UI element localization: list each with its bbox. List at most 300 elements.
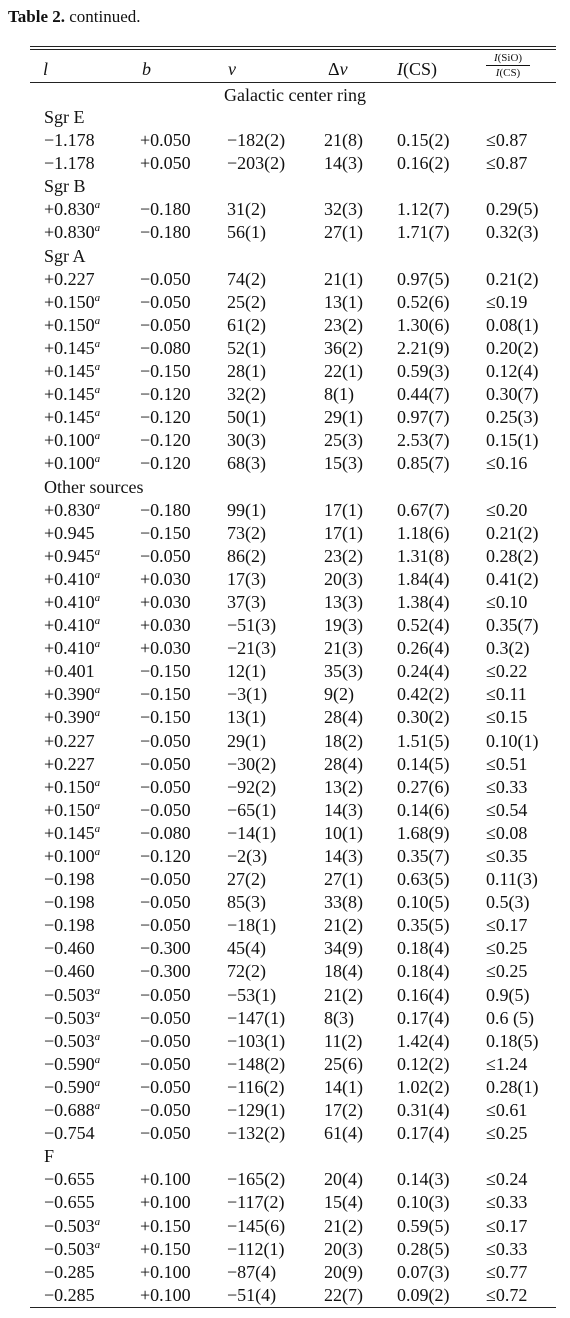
cell-b: [140, 799, 191, 822]
header-v: v: [228, 59, 236, 79]
cell-ratio-text: 0.11(3): [486, 869, 538, 890]
cell-ratio-text: 0.6 (5): [486, 1007, 534, 1028]
cell-v: [227, 198, 266, 221]
cell-l-text: +0.145: [44, 384, 95, 405]
cell-ratio: [486, 1191, 527, 1214]
cell-ratio-text: ≤0.08: [486, 822, 528, 843]
cell-intensity-cs: [397, 1030, 450, 1053]
table-row: [0, 545, 570, 568]
cell-l: [44, 1215, 100, 1238]
ratio-den-var: I: [495, 67, 500, 79]
group-label-row: [0, 106, 570, 129]
cell-delta-v: [324, 868, 363, 891]
table-row: [0, 1099, 570, 1122]
cell-delta-v-text: 15(4): [324, 1192, 363, 1213]
cell-b-text: +0.030: [140, 591, 191, 612]
cell-v: [227, 452, 266, 475]
cell-ratio: [486, 1215, 527, 1238]
table-row: [0, 614, 570, 637]
cell-delta-v-text: 21(2): [324, 1215, 363, 1236]
cell-intensity-cs-text: 0.17(4): [397, 1007, 450, 1028]
cell-l: [44, 1053, 100, 1076]
cell-ratio-text: 0.21(2): [486, 268, 539, 289]
cell-l: [44, 1007, 100, 1030]
cell-b-text: −0.050: [140, 291, 191, 312]
cell-intensity-cs: [397, 937, 450, 960]
cell-v-text: 30(3): [227, 430, 266, 451]
cell-ratio-text: ≤0.19: [486, 291, 528, 312]
cell-ratio: [486, 452, 527, 475]
cell-b: [140, 429, 191, 452]
cell-l: [44, 637, 100, 660]
cell-delta-v: [324, 1099, 363, 1122]
cell-l-text: −0.460: [44, 961, 95, 982]
cell-intensity-cs-text: 2.21(9): [397, 337, 450, 358]
cell-b-text: −0.120: [140, 407, 191, 428]
cell-delta-v-text: 28(4): [324, 707, 363, 728]
cell-v-text: 72(2): [227, 961, 266, 982]
cell-b: [140, 499, 191, 522]
cell-delta-v-text: 14(3): [324, 153, 363, 174]
cell-ratio: [486, 360, 539, 383]
table-row: [0, 429, 570, 452]
cell-l-text: +0.830: [44, 499, 95, 520]
cell-ratio: [486, 129, 527, 152]
cell-b: [140, 383, 191, 406]
cell-delta-v: [324, 960, 363, 983]
cell-l-text: −0.285: [44, 1261, 95, 1282]
header-rule: [30, 82, 556, 83]
cell-ratio: [486, 637, 530, 660]
cell-intensity-cs: [397, 1168, 450, 1191]
cell-l: [44, 268, 95, 291]
cell-v: [227, 776, 276, 799]
cell-v: [227, 360, 266, 383]
cell-b-text: +0.030: [140, 615, 191, 636]
cell-v-text: −112(1): [227, 1238, 285, 1259]
cell-ratio: [486, 1122, 527, 1145]
bottom-rule: [30, 1307, 556, 1308]
cell-b: [140, 1007, 191, 1030]
cell-b-text: +0.050: [140, 153, 191, 174]
cell-b-text: −0.150: [140, 522, 191, 543]
cell-v: [227, 291, 266, 314]
cell-v-text: 74(2): [227, 268, 266, 289]
cell-ratio-text: ≤0.72: [486, 1284, 528, 1305]
cell-l: [44, 198, 100, 221]
cell-b-text: −0.050: [140, 545, 191, 566]
cell-delta-v-text: 21(3): [324, 638, 363, 659]
cell-intensity-cs: [397, 429, 450, 452]
cell-intensity-cs: [397, 868, 450, 891]
ratio-num-unit: (SiO): [497, 52, 523, 64]
cell-b: [140, 660, 191, 683]
caption-text: continued.: [65, 7, 141, 26]
table-row: [0, 406, 570, 429]
cell-ratio: [486, 1238, 527, 1261]
cell-intensity-cs-text: 0.52(6): [397, 291, 450, 312]
cell-b: [140, 545, 191, 568]
cell-l-text: −0.503: [44, 1215, 95, 1236]
group-label-row: [0, 476, 570, 499]
table-row: [0, 152, 570, 175]
cell-intensity-cs-text: 1.38(4): [397, 591, 450, 612]
cell-l-text: −0.503: [44, 1007, 95, 1028]
cell-ratio: [486, 660, 527, 683]
cell-b-text: −0.050: [140, 1030, 191, 1051]
cell-delta-v: [324, 799, 363, 822]
cell-intensity-cs: [397, 522, 450, 545]
cell-delta-v: [324, 1076, 363, 1099]
cell-l: [44, 1168, 95, 1191]
cell-ratio: [486, 776, 527, 799]
top-rule: [30, 46, 556, 47]
footnote-marker: a: [94, 314, 101, 327]
cell-delta-v-text: 36(2): [324, 337, 363, 358]
cell-b-text: −0.050: [140, 268, 191, 289]
cell-delta-v: [324, 637, 363, 660]
cell-l: [44, 383, 100, 406]
footnote-marker: a: [94, 407, 101, 420]
ratio-num-var: I: [493, 52, 498, 64]
cell-delta-v-text: 13(3): [324, 591, 363, 612]
footnote-marker: a: [94, 1007, 101, 1020]
cell-l: [44, 152, 95, 175]
cell-v: [227, 614, 276, 637]
table-row: [0, 1030, 570, 1053]
cell-b-text: −0.150: [140, 361, 191, 382]
cell-delta-v-text: 21(2): [324, 915, 363, 936]
cell-l: [44, 776, 100, 799]
footnote-marker: a: [94, 846, 101, 858]
cell-b-text: −0.050: [140, 1123, 191, 1144]
cell-b: [140, 1099, 191, 1122]
cell-delta-v: [324, 591, 363, 614]
cell-delta-v: [324, 914, 363, 937]
cell-l-text: −0.655: [44, 1192, 95, 1213]
cell-v-text: 50(1): [227, 407, 266, 428]
cell-v-text: 28(1): [227, 361, 266, 382]
cell-ratio: [486, 1261, 527, 1284]
cell-b-text: −0.180: [140, 199, 191, 220]
cell-ratio: [486, 730, 539, 753]
cell-delta-v: [324, 683, 354, 706]
cell-intensity-cs-text: 0.10(3): [397, 1192, 450, 1213]
footnote-marker: a: [94, 799, 101, 812]
cell-l: [44, 660, 95, 683]
cell-v: [227, 591, 266, 614]
cell-v-text: 37(3): [227, 591, 266, 612]
cell-delta-v: [324, 383, 354, 406]
cell-v: [227, 268, 266, 291]
cell-v-text: −18(1): [227, 915, 277, 936]
cell-v-text: −116(2): [227, 1076, 285, 1097]
cell-b: [140, 730, 191, 753]
table-row: [0, 1261, 570, 1284]
cell-v: [227, 799, 276, 822]
footnote-marker: a: [94, 222, 101, 235]
cell-b: [140, 637, 191, 660]
cell-b: [140, 1215, 191, 1238]
cell-intensity-cs: [397, 683, 450, 706]
table-row: [0, 1168, 570, 1191]
cell-ratio-text: 0.28(1): [486, 1076, 539, 1097]
cell-intensity-cs-text: 1.02(2): [397, 1076, 450, 1097]
cell-delta-v: [324, 268, 363, 291]
group-label: F: [44, 1146, 55, 1167]
cell-l-text: −0.198: [44, 892, 95, 913]
cell-v-text: −51(3): [227, 615, 277, 636]
cell-v-text: 73(2): [227, 522, 266, 543]
cell-ratio: [486, 1030, 539, 1053]
cell-delta-v: [324, 522, 363, 545]
cell-ratio-text: 0.21(2): [486, 522, 539, 543]
cell-ratio: [486, 1168, 527, 1191]
cell-delta-v-text: 33(8): [324, 892, 363, 913]
cell-b-text: +0.100: [140, 1169, 191, 1190]
cell-intensity-cs-text: 1.31(8): [397, 545, 450, 566]
cell-l-text: −0.590: [44, 1053, 95, 1074]
table-row: [0, 268, 570, 291]
cell-intensity-cs-text: 0.27(6): [397, 776, 450, 797]
cell-delta-v-text: 22(1): [324, 361, 363, 382]
cell-v-text: −147(1): [227, 1007, 286, 1028]
cell-intensity-cs-text: 0.35(7): [397, 846, 450, 866]
cell-b: [140, 406, 191, 429]
cell-v: [227, 960, 266, 983]
cell-l-text: +0.830: [44, 199, 95, 220]
header-b: b: [142, 59, 151, 79]
group-label-row: [0, 245, 570, 268]
cell-b-text: −0.050: [140, 1100, 191, 1121]
header-ratio-numerator: [486, 52, 530, 66]
cell-ratio-text: ≤0.77: [486, 1261, 528, 1282]
cell-intensity-cs: [397, 291, 450, 314]
table-row: [0, 221, 570, 244]
cell-delta-v-text: 29(1): [324, 407, 363, 428]
cell-intensity-cs: [397, 337, 450, 360]
cell-l-text: −0.503: [44, 984, 95, 1005]
cell-b: [140, 198, 191, 221]
cell-b-text: −0.050: [140, 730, 191, 751]
cell-intensity-cs: [397, 799, 450, 822]
table-row: [0, 730, 570, 753]
cell-intensity-cs-text: 1.42(4): [397, 1030, 450, 1051]
cell-ratio-text: 0.35(7): [486, 615, 539, 636]
cell-intensity-cs-text: 0.14(5): [397, 753, 450, 774]
cell-l-text: +0.410: [44, 638, 95, 659]
cell-delta-v: [324, 730, 363, 753]
cell-delta-v: [324, 1053, 363, 1076]
cell-l: [44, 568, 100, 591]
cell-b-text: −0.050: [140, 984, 191, 1005]
cell-b: [140, 314, 191, 337]
table-caption: [8, 6, 141, 28]
cell-v: [227, 1076, 284, 1099]
table-row: [0, 591, 570, 614]
cell-v-text: −65(1): [227, 799, 277, 820]
cell-delta-v-text: 21(8): [324, 130, 363, 151]
cell-l: [44, 937, 95, 960]
cell-intensity-cs-text: 0.42(2): [397, 684, 450, 705]
cell-intensity-cs-text: 0.31(4): [397, 1100, 450, 1121]
cell-l: [44, 1191, 95, 1214]
cell-delta-v-text: 32(3): [324, 199, 363, 220]
cell-v: [227, 891, 266, 914]
cell-intensity-cs: [397, 314, 450, 337]
cell-ratio-text: ≤0.16: [486, 453, 528, 474]
cell-b-text: −0.150: [140, 661, 191, 682]
cell-ratio: [486, 314, 539, 337]
cell-b-text: −0.050: [140, 1053, 191, 1074]
cell-delta-v-text: 14(3): [324, 799, 363, 820]
cell-l: [44, 960, 95, 983]
cell-l-text: +0.150: [44, 776, 95, 797]
cell-intensity-cs-text: 1.51(5): [397, 730, 450, 751]
cell-l: [44, 452, 100, 475]
cell-l-text: −0.754: [44, 1123, 95, 1144]
cell-ratio: [486, 753, 527, 776]
cell-l: [44, 1099, 100, 1122]
cell-delta-v: [324, 152, 363, 175]
table-row: [0, 799, 570, 822]
cell-v-text: 52(1): [227, 337, 266, 358]
table-row: [0, 337, 570, 360]
cell-v: [227, 845, 267, 868]
cell-v-text: 45(4): [227, 938, 266, 959]
cell-l-text: +0.150: [44, 799, 95, 820]
footnote-marker: a: [94, 291, 101, 304]
cell-delta-v-text: 27(1): [324, 869, 363, 890]
cell-b-text: +0.100: [140, 1284, 191, 1305]
cell-intensity-cs-text: 0.18(4): [397, 938, 450, 959]
cell-l-text: +0.830: [44, 222, 95, 243]
table-row: [0, 383, 570, 406]
cell-b-text: −0.180: [140, 222, 191, 243]
cell-delta-v-text: 21(2): [324, 984, 363, 1005]
cell-v-text: 61(2): [227, 314, 266, 335]
header-ics-var: I: [397, 59, 403, 79]
cell-ratio-text: 0.25(3): [486, 407, 539, 428]
cell-v-text: 27(2): [227, 869, 266, 890]
cell-l-text: +0.100: [44, 846, 95, 866]
cell-ratio: [486, 383, 539, 406]
cell-v: [227, 730, 266, 753]
table-row: [0, 753, 570, 776]
cell-delta-v-text: 23(2): [324, 545, 363, 566]
cell-intensity-cs: [397, 591, 450, 614]
cell-l: [44, 406, 100, 429]
table-row: [0, 637, 570, 660]
cell-l-text: +0.100: [44, 453, 95, 474]
cell-intensity-cs: [397, 1261, 450, 1284]
cell-intensity-cs: [397, 914, 450, 937]
footnote-marker: a: [94, 1030, 101, 1043]
cell-v-text: −165(2): [227, 1169, 286, 1190]
cell-b: [140, 1261, 191, 1284]
cell-delta-v: [324, 660, 363, 683]
cell-intensity-cs-text: 0.59(3): [397, 361, 450, 382]
cell-ratio: [486, 891, 530, 914]
cell-b-text: −0.150: [140, 684, 191, 705]
cell-ratio-text: 0.10(1): [486, 730, 539, 751]
cell-intensity-cs: [397, 1007, 450, 1030]
cell-v-text: 99(1): [227, 499, 266, 520]
table-row: [0, 914, 570, 937]
header-delta-symbol: Δ: [328, 59, 340, 79]
cell-l-text: −0.460: [44, 938, 95, 959]
cell-b: [140, 960, 191, 983]
cell-l: [44, 1030, 100, 1053]
cell-l: [44, 129, 95, 152]
cell-v-text: 12(1): [227, 661, 266, 682]
cell-ratio: [486, 914, 527, 937]
cell-ratio: [486, 591, 527, 614]
cell-l: [44, 314, 100, 337]
cell-intensity-cs: [397, 822, 450, 845]
cell-l-text: −0.198: [44, 915, 95, 936]
cell-delta-v-text: 18(2): [324, 730, 363, 751]
cell-l: [44, 914, 95, 937]
cell-intensity-cs: [397, 1191, 450, 1214]
cell-delta-v-text: 14(1): [324, 1076, 363, 1097]
section-title: Galactic center ring: [224, 85, 366, 105]
table-row: [0, 868, 570, 891]
cell-v: [227, 337, 266, 360]
table-row: [0, 1007, 570, 1030]
cell-v: [227, 984, 276, 1007]
cell-ratio-text: ≤0.20: [486, 499, 528, 520]
cell-l: [44, 868, 95, 891]
cell-ratio-text: ≤0.33: [486, 1238, 528, 1259]
cell-intensity-cs: [397, 568, 450, 591]
cell-b: [140, 1030, 191, 1053]
cell-b: [140, 568, 191, 591]
cell-intensity-cs-text: 1.68(9): [397, 822, 450, 843]
cell-v-text: 86(2): [227, 545, 266, 566]
cell-intensity-cs-text: 0.35(5): [397, 915, 450, 936]
cell-intensity-cs: [397, 1099, 450, 1122]
cell-ratio-text: ≤0.51: [486, 753, 528, 774]
cell-ratio-text: ≤0.61: [486, 1100, 528, 1121]
cell-v-text: −30(2): [227, 753, 277, 774]
cell-b-text: −0.050: [140, 915, 191, 936]
group-label-row: [0, 175, 570, 198]
cell-v: [227, 129, 285, 152]
cell-l-text: +0.410: [44, 568, 95, 589]
cell-intensity-cs: [397, 221, 450, 244]
cell-intensity-cs: [397, 1284, 450, 1307]
cell-l-text: +0.100: [44, 430, 95, 451]
cell-delta-v-text: 9(2): [324, 684, 354, 705]
cell-b: [140, 984, 191, 1007]
footnote-marker: a: [94, 1076, 101, 1089]
cell-l: [44, 730, 95, 753]
cell-ratio-text: 0.12(4): [486, 361, 539, 382]
cell-ratio-text: 0.30(7): [486, 384, 539, 405]
cell-l-text: −0.590: [44, 1076, 95, 1097]
cell-b: [140, 706, 191, 729]
cell-l: [44, 1076, 100, 1099]
cell-intensity-cs-text: 1.30(6): [397, 314, 450, 335]
cell-l-text: +0.227: [44, 730, 95, 751]
cell-delta-v: [324, 221, 363, 244]
table-row: [0, 683, 570, 706]
table-row: [0, 660, 570, 683]
cell-delta-v-text: 17(2): [324, 1100, 363, 1121]
cell-delta-v: [324, 1168, 363, 1191]
cell-v-text: −2(3): [227, 846, 268, 866]
